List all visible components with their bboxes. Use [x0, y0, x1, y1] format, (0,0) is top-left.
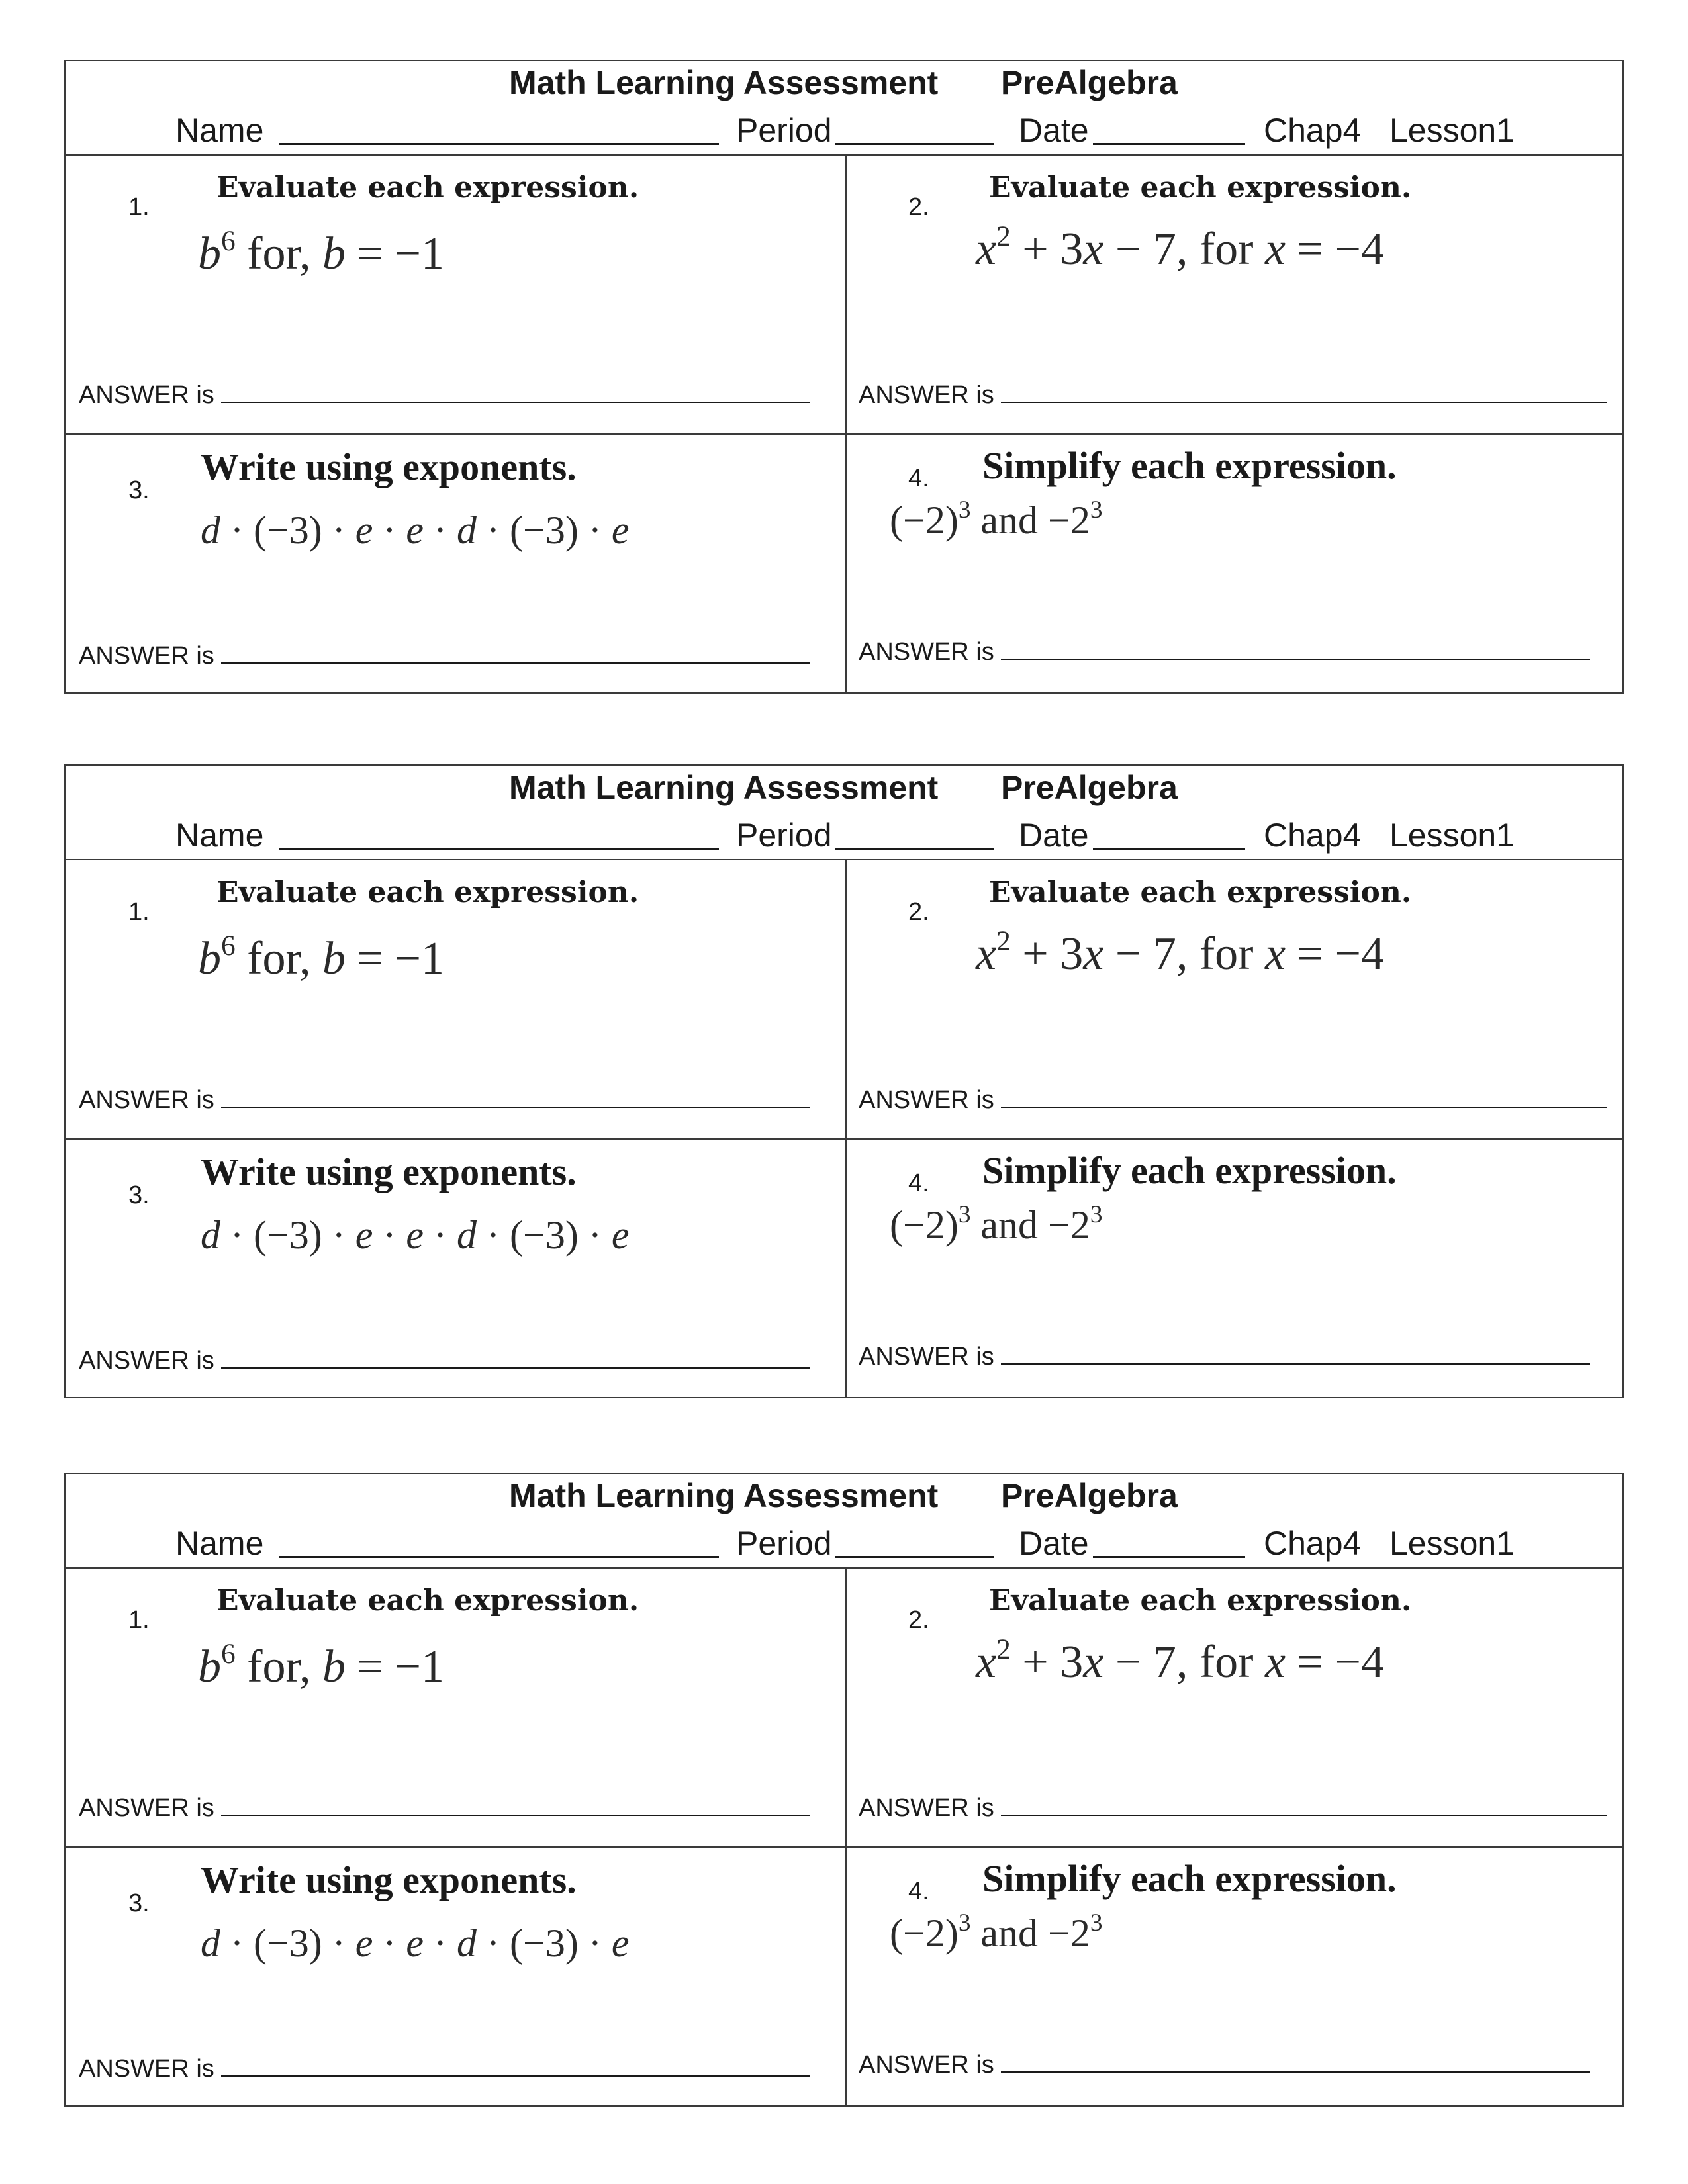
column-divider: [845, 156, 847, 692]
problem-1-expression: $b^6$ for, b = −1: [198, 929, 444, 984]
lesson-label: Lesson1: [1389, 817, 1515, 854]
assessment-card-2: [64, 764, 1624, 1398]
name-field[interactable]: [279, 1524, 719, 1566]
problem-2-expression: $x^2 + 3x - 7$, for x = −4: [976, 1633, 1384, 1688]
problem-1-number: 1.: [128, 193, 150, 221]
column-divider: [845, 860, 847, 1397]
problem-3-expression: d · (−3) · e · e · d · (−3) · e: [201, 1213, 630, 1257]
subject-label: PreAlgebra: [1001, 1477, 1178, 1514]
problem-1-prompt: Evaluate each expression.: [216, 876, 639, 909]
problem-1-expression: $b^6$ for, b = −1: [198, 1637, 444, 1692]
problem-1-number: 1.: [128, 1606, 150, 1634]
chapter-label: Chap4: [1264, 817, 1362, 854]
lesson-label: Lesson1: [1389, 112, 1515, 149]
assessment-title: Math Learning Assessment: [509, 64, 939, 101]
problem-1-answer[interactable]: ANSWER is: [79, 1086, 810, 1115]
problem-4-expression: $(-2)^3$ and $-2^3$: [890, 496, 1103, 542]
problem-4-prompt: Simplify each expression.: [982, 1149, 1397, 1192]
period-label: Period: [736, 112, 832, 149]
problem-2-number: 2.: [908, 193, 929, 221]
date-field[interactable]: [1093, 1524, 1245, 1566]
name-label: Name: [175, 1525, 264, 1562]
problem-1-number: 1.: [128, 898, 150, 926]
problem-1-expression: $b^6$ for, b = −1: [198, 224, 444, 279]
subject-label: PreAlgebra: [1001, 64, 1178, 101]
problem-4-prompt: Simplify each expression.: [982, 1857, 1397, 1900]
problem-2-answer[interactable]: ANSWER is: [859, 1794, 1607, 1823]
problem-3-number: 3.: [128, 477, 150, 504]
card-header: [66, 766, 1622, 860]
problem-2-prompt: Evaluate each expression.: [989, 171, 1412, 205]
date-label: Date: [1019, 817, 1089, 854]
assessment-title: Math Learning Assessment: [509, 769, 939, 806]
chapter-label: Chap4: [1264, 1525, 1362, 1562]
problem-2-answer[interactable]: ANSWER is: [859, 1086, 1607, 1115]
period-label: Period: [736, 817, 832, 854]
card-header: [66, 61, 1622, 156]
problem-2-number: 2.: [908, 898, 929, 926]
column-divider: [845, 1569, 847, 2105]
problem-4-number: 4.: [908, 1878, 929, 1905]
problem-4-prompt: Simplify each expression.: [982, 444, 1397, 487]
row-divider: [66, 433, 1622, 435]
date-label: Date: [1019, 1525, 1089, 1562]
problem-3-number: 3.: [128, 1889, 150, 1917]
problem-4-expression: $(-2)^3$ and $-2^3$: [890, 1201, 1103, 1247]
problem-2-number: 2.: [908, 1606, 929, 1634]
problem-3-answer[interactable]: ANSWER is: [79, 642, 810, 670]
name-field[interactable]: [279, 816, 719, 858]
problem-4-number: 4.: [908, 1169, 929, 1197]
problem-1-answer[interactable]: ANSWER is: [79, 381, 810, 410]
problem-3-prompt: Write using exponents.: [201, 445, 577, 488]
date-label: Date: [1019, 112, 1089, 149]
problem-2-expression: $x^2 + 3x - 7$, for x = −4: [976, 925, 1384, 979]
problem-4-answer[interactable]: ANSWER is: [859, 638, 1590, 666]
problem-2-prompt: Evaluate each expression.: [989, 1584, 1412, 1617]
name-label: Name: [175, 112, 264, 149]
problem-4-expression: $(-2)^3$ and $-2^3$: [890, 1909, 1103, 1955]
row-divider: [66, 1138, 1622, 1140]
chapter-label: Chap4: [1264, 112, 1362, 149]
problem-3-expression: d · (−3) · e · e · d · (−3) · e: [201, 508, 630, 552]
problem-1-prompt: Evaluate each expression.: [216, 171, 639, 205]
subject-label: PreAlgebra: [1001, 769, 1178, 806]
assessment-title: Math Learning Assessment: [509, 1477, 939, 1514]
problem-3-answer[interactable]: ANSWER is: [79, 2055, 810, 2083]
name-field[interactable]: [279, 111, 719, 153]
period-field[interactable]: [835, 816, 994, 858]
problem-4-answer[interactable]: ANSWER is: [859, 1343, 1590, 1371]
problem-1-answer[interactable]: ANSWER is: [79, 1794, 810, 1823]
problem-2-prompt: Evaluate each expression.: [989, 876, 1412, 909]
problem-3-prompt: Write using exponents.: [201, 1858, 577, 1901]
period-field[interactable]: [835, 111, 994, 153]
date-field[interactable]: [1093, 111, 1245, 153]
problem-3-expression: d · (−3) · e · e · d · (−3) · e: [201, 1921, 630, 1965]
row-divider: [66, 1846, 1622, 1848]
assessment-card-1: [64, 60, 1624, 694]
problem-3-number: 3.: [128, 1181, 150, 1209]
problem-2-answer[interactable]: ANSWER is: [859, 381, 1607, 410]
problem-4-answer[interactable]: ANSWER is: [859, 2051, 1590, 2079]
problem-4-number: 4.: [908, 465, 929, 492]
period-label: Period: [736, 1525, 832, 1562]
card-header: [66, 1474, 1622, 1569]
lesson-label: Lesson1: [1389, 1525, 1515, 1562]
problem-2-expression: $x^2 + 3x - 7$, for x = −4: [976, 220, 1384, 275]
date-field[interactable]: [1093, 816, 1245, 858]
problem-3-answer[interactable]: ANSWER is: [79, 1347, 810, 1375]
problem-3-prompt: Write using exponents.: [201, 1150, 577, 1193]
problem-1-prompt: Evaluate each expression.: [216, 1584, 639, 1617]
name-label: Name: [175, 817, 264, 854]
assessment-card-3: [64, 1473, 1624, 2107]
period-field[interactable]: [835, 1524, 994, 1566]
